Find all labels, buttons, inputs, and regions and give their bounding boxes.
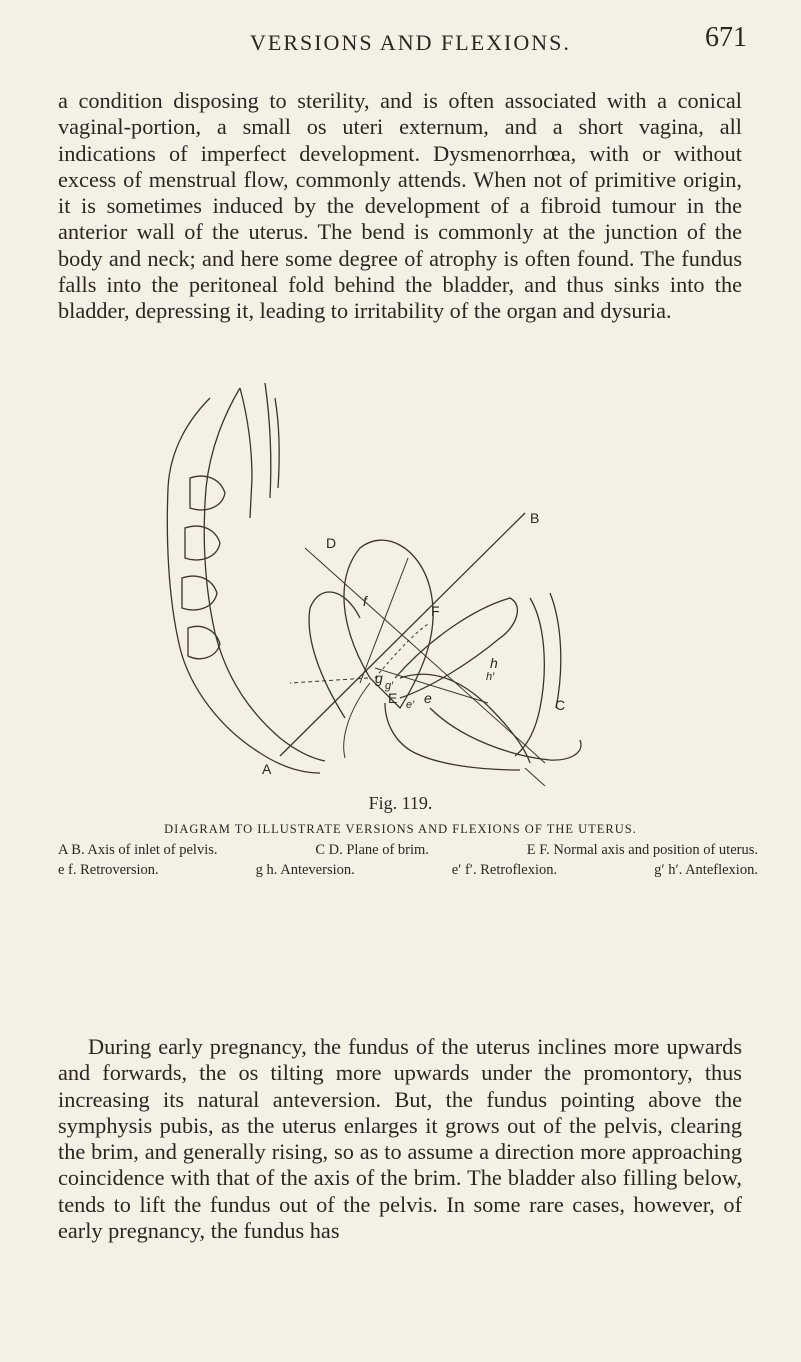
label-e: e <box>424 690 432 706</box>
label-f-lower: f <box>363 593 367 609</box>
spine-column <box>240 388 252 518</box>
figure-title: DIAGRAM TO ILLUSTRATE VERSIONS AND FLEXIONS OF THE UTERUS. <box>164 822 637 836</box>
page-number: 671 <box>705 22 747 53</box>
sacrum-outline <box>167 398 320 773</box>
legend-item: A B. Axis of inlet of pelvis. <box>58 842 218 858</box>
legend-item: C D. Plane of brim. <box>315 842 429 858</box>
pelvic-curve <box>385 703 520 770</box>
label-g-prime: g′ <box>385 680 394 692</box>
uterus-pelvis-diagram <box>130 378 670 788</box>
pointer-line <box>525 768 545 786</box>
figure-119-diagram <box>130 378 670 788</box>
symphysis-outline <box>515 598 544 756</box>
label-e-prime: e′ <box>406 699 415 711</box>
paragraph-1: a condition disposing to sterility, and is often associated with a conical vaginal-portion, a small os uteri externum, and a short vagina, all indications of imperfect development. Dysmenorrhœa, with or without excess of menstrual flow, commonly attends. When not of primitive origin, it is sometimes induced by the development of a fibroid tumour in the anterior wall of the uterus. The bend is commonly at the junction of the body and neck; and here some degree of atrophy is often found. The fundus falls into the peritoneal fold behind the bladder, and thus sinks into the bladder, depressing it, leading to irritability of the organ and dysuria. <box>58 88 742 324</box>
label-h: h <box>490 655 498 671</box>
paragraph-2: During early pregnancy, the fundus of the uterus inclines more upwards and forwards, the os tilting more upwards under the promontory, thus increasing its natural anteversion. But, the fundus pointing above the symphysis pubis, as the uterus enlarges it grows out of the pelvis, clearing the brim, and generally rising, so as to assume a direction more approaching coincidence with that of the axis of the brim. The bladder also filling below, tends to lift the fundus out of the pelvis. In some rare cases, however, of early pregnancy, the fundus has <box>58 1034 742 1244</box>
figure-number: Fig. 119. <box>368 793 433 813</box>
legend-item: e f. Retroversion. <box>58 862 159 878</box>
bladder-outline <box>430 708 581 760</box>
sacrum-outline-inner <box>204 388 325 761</box>
label-e-cap: E <box>388 690 398 706</box>
legend-item: g h. Anteversion. <box>255 862 355 878</box>
legend-item: g′ h′. Anteflexion. <box>654 862 758 878</box>
symphysis-outline-2 <box>550 593 561 708</box>
figure-legend-row-2 <box>58 862 758 879</box>
vertebra-2 <box>185 526 220 560</box>
label-b: B <box>530 510 540 526</box>
plane-cd-line <box>305 548 545 763</box>
label-c: C <box>555 697 566 713</box>
label-g: g <box>375 670 383 686</box>
label-f-cap: F <box>431 603 440 619</box>
label-a: A <box>262 761 272 777</box>
axis-ab-line <box>280 513 525 756</box>
label-d: D <box>326 535 337 551</box>
uterus-anteflexion <box>400 674 530 763</box>
running-head: VERSIONS AND FLEXIONS. <box>250 30 571 55</box>
spine-column-3 <box>275 398 279 488</box>
retroflexion-curve <box>344 683 370 758</box>
spine-column-2 <box>265 383 271 498</box>
figure-legend-row-1 <box>58 842 758 859</box>
label-h-prime: h′ <box>486 671 495 683</box>
legend-item: E F. Normal axis and position of uterus. <box>526 842 758 858</box>
uterus-retroflexion <box>309 592 360 718</box>
axis-ef-line <box>360 558 408 683</box>
vertebra-1 <box>190 476 225 510</box>
legend-item: e′ f′. Retroflexion. <box>451 862 558 878</box>
vertebra-3 <box>182 576 217 610</box>
